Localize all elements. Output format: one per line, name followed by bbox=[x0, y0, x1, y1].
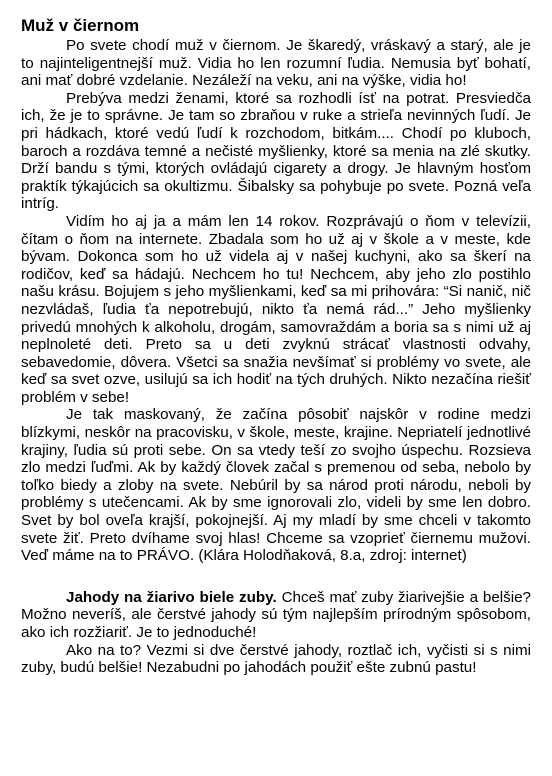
article-paragraph-1: Po svete chodí muž v čiernom. Je škaredý, vráskavý a starý, ale je to najinteligentnejší muž. Vidia ho len rozumní ľudia. Nemusia byť bohatí, ani mať dobré vzdelanie. Nezáleží na veku, ani na výške, vidia ho! bbox=[21, 37, 531, 90]
section-spacer bbox=[21, 565, 531, 589]
article-paragraph-2: Prebýva medzi ženami, ktoré sa rozhodli ísť na potrat. Presviedča ich, že je to správne. Je tam so zbraňou v ruke a strieľa nevinných ľudí. Je pri hádkach, ktoré vedú ľudí k rozchodom, bitkám.... Chodí po kluboch, baroch a rozdáva temné a nečisté myšlienky, ktoré sa menia na zlé skutky. Drží bandu s tými, ktorých ovládajú cigarety a drogy. Je hlavným hosťom praktík týkajúcich sa okultizmu. Šibalsky sa pohybuje po svete. Pozná veľa intríg. bbox=[21, 89, 531, 213]
tip-heading: Jahody na žiarivo biele zuby. bbox=[66, 588, 277, 606]
tip-paragraph-1 bbox=[21, 589, 531, 642]
article-paragraph-3: Vidím ho aj ja a mám len 14 rokov. Rozprávajú o ňom v televízii, čítam o ňom na internete. Zbadala som ho už aj v škole a v meste, kde bývam. Dokonca som ho už videla aj v našej kuchyni, ako sa škerí na rodičov, keď sa hádajú. Nechcem ho tu! Nechcem, aby jeho zlo postihlo našu krásu. Bojujem s jeho myšlienkami, keď sa mi prihovára: “Si nanič, nič nezvládaš, ľudia ťa nepotrebujú, nikto ťa nemá rád...” Jeho myšlienky privedú mnohých k alkoholu, drogám, samovraždám a boria sa s nimi už aj neplnoleté deti. Preto sa u deti zvyknú strácať vlastnosti odvahy, sebavedomie, dôvera. Všetci sa snažia nevšímať si problémy vo svete, ale keď sa svet ozve, usilujú sa ich hodiť na tých druhých. Nikto nezačína riešiť problém v sebe! bbox=[21, 212, 531, 406]
article-title: Muž v čiernom bbox=[21, 16, 140, 35]
tip-lead-text: Chceš mať zuby žiarivejšie a belšie? Možno neveríš, ale čerstvé jahody sú tým najlepším prírodným spôsobom, ako ich rozžiariť. Je to jednoduché! bbox=[21, 588, 531, 641]
article-paragraph-4: Je tak maskovaný, že začína pôsobiť najskôr v rodine medzi blízkymi, neskôr na pracovisku, v škole, meste, krajine. Nepriatelí jednotlivé krajiny, ľudia sú proti sebe. On sa vtedy teší zo svojho úspechu. Rozsieva zlo medzi ľuďmi. Ak by každý človek začal s premenou od seba, nebolo by toľko biedy a zloby na svete. Nebúril by sa národ proti národu, neboli by problémy s utečencami. Ak by sme ignorovali zlo, videli by sme len dobro. Svet by bol oveľa krajší, pokojnejší. Aj my mladí by sme chceli v takomto svete žiť. Preto dvíhame svoj hlas! Chceme sa vzoprieť čiernemu mužovi. Veď máme na to PRÁVO. (Klára Holodňaková, 8.a, zdroj: internet) bbox=[21, 406, 531, 565]
tip-paragraph-2: Ako na to? Vezmi si dve čerstvé jahody, roztlač ich, vyčisti si s nimi zuby, budú belšie! Nezabudni po jahodách použiť ešte zubnú pastu! bbox=[21, 641, 531, 677]
